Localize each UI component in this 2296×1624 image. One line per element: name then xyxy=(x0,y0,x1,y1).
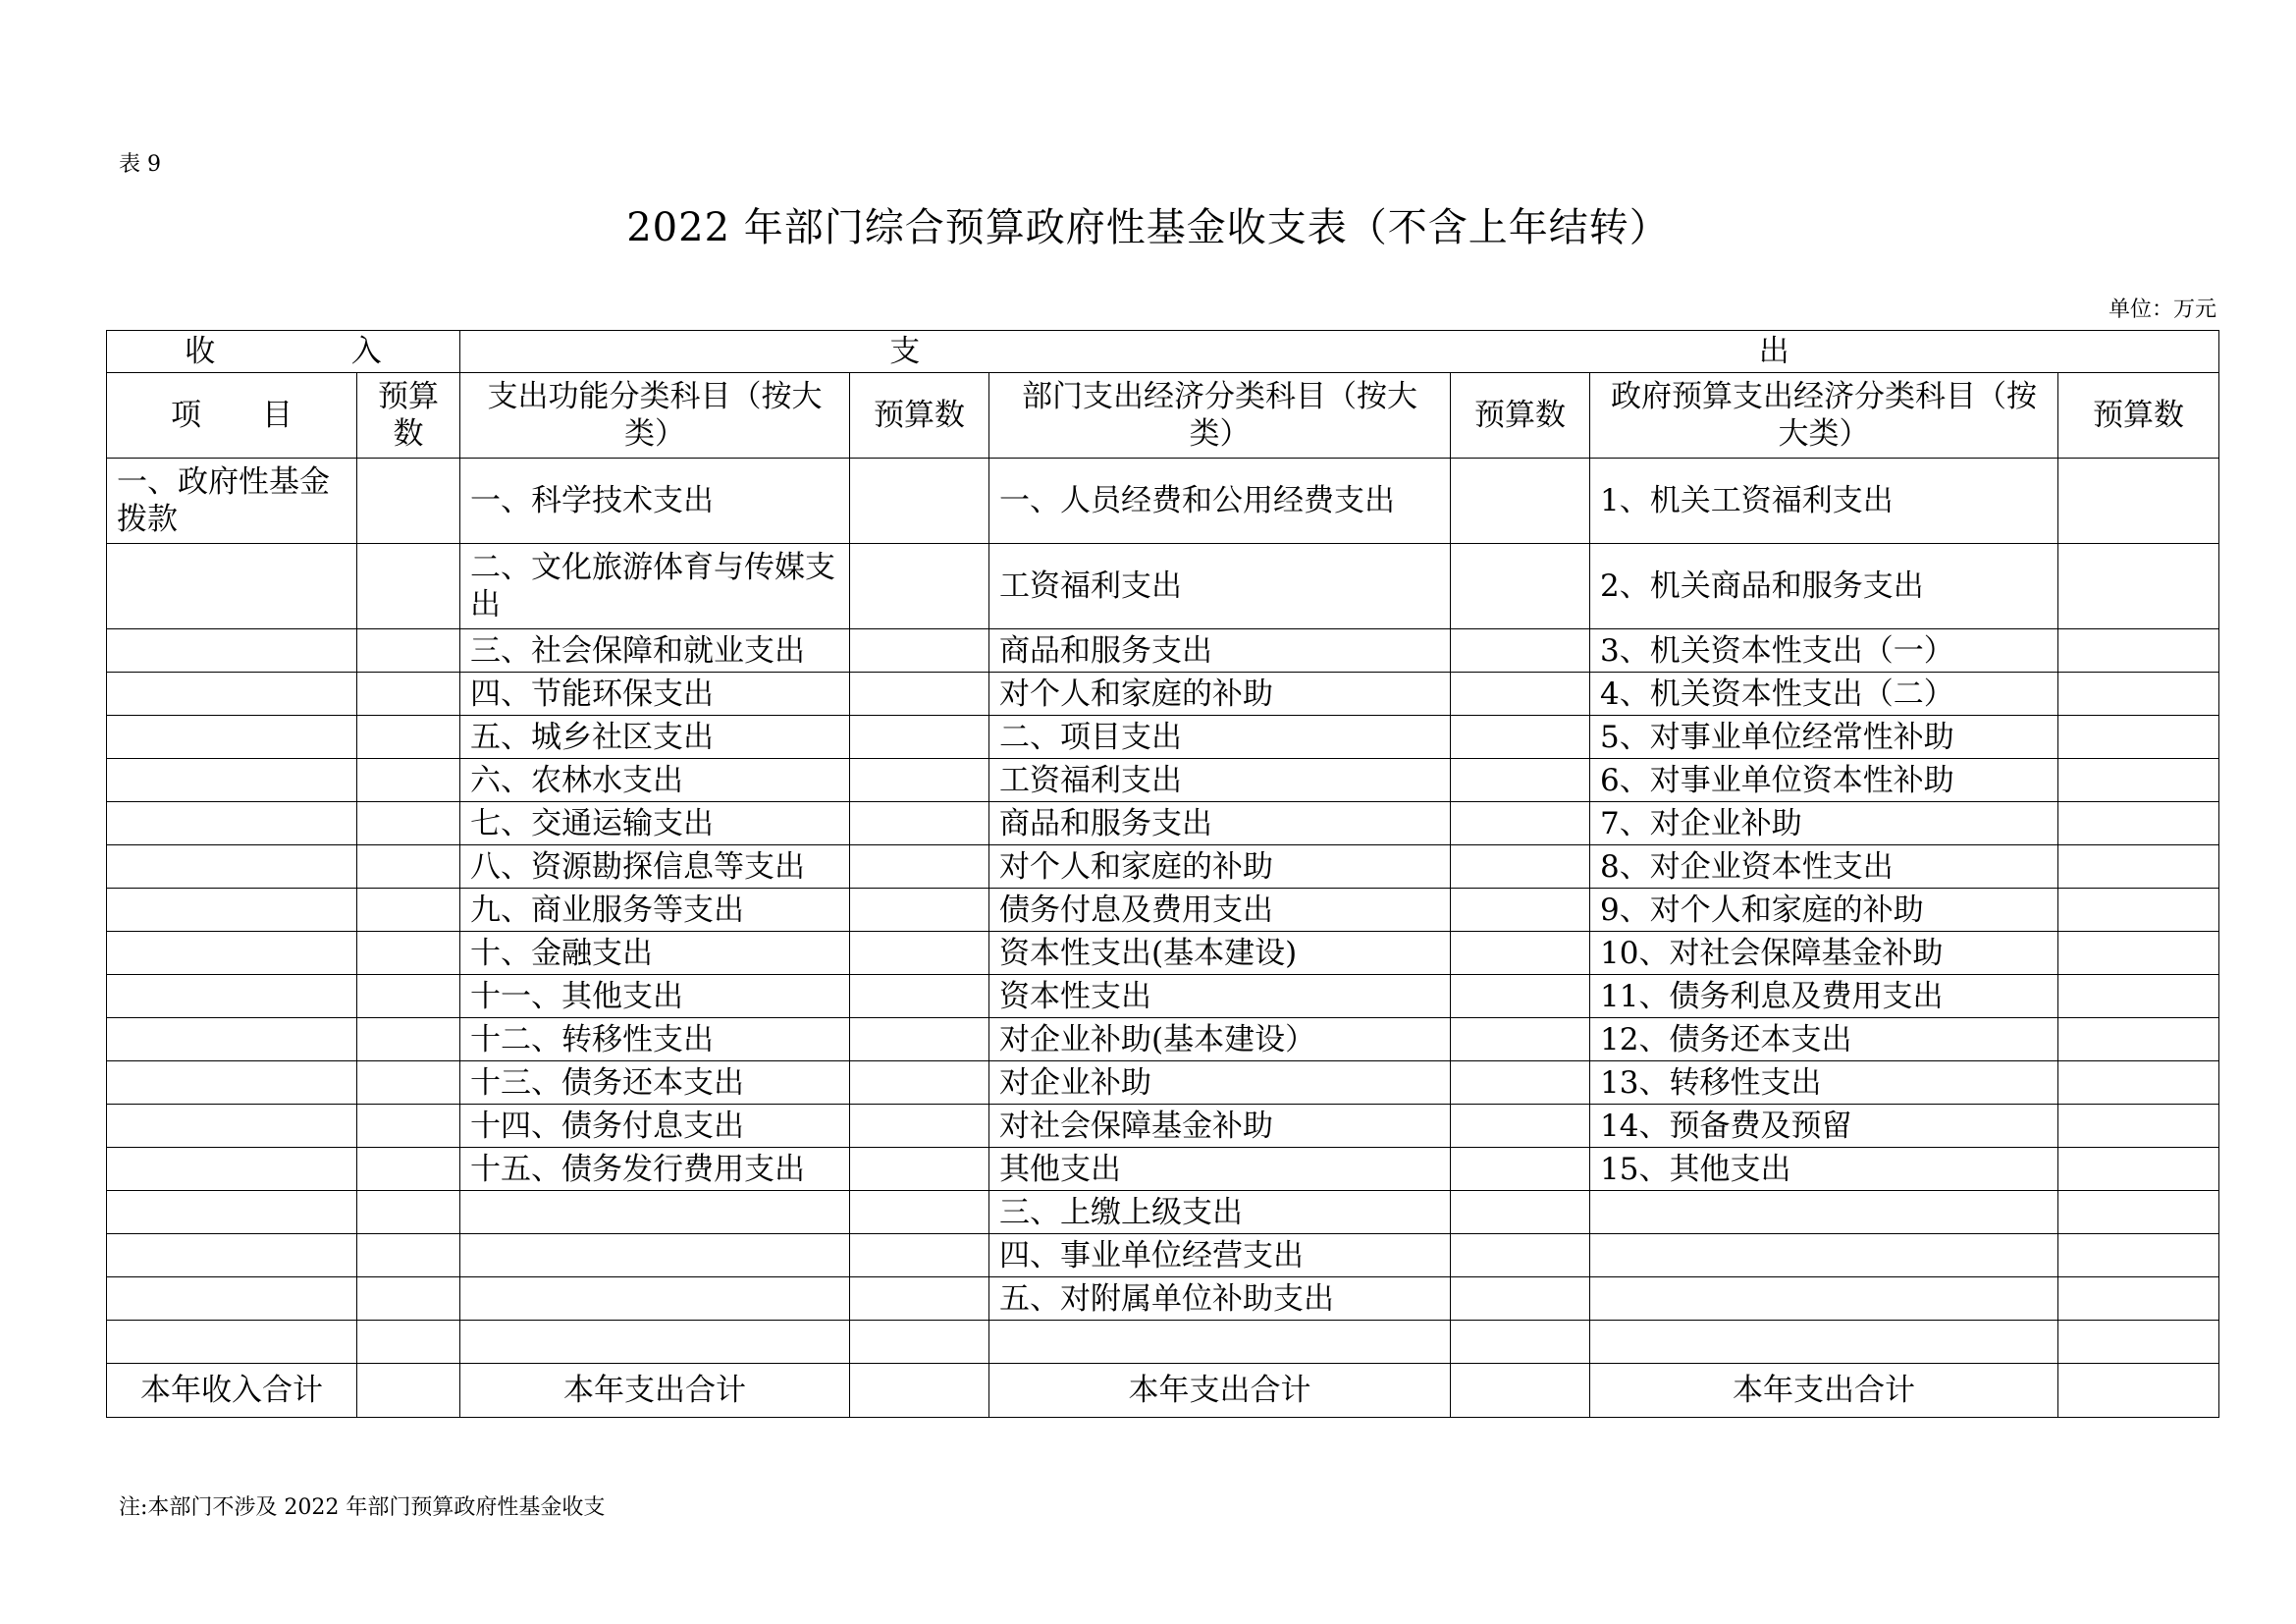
func-budget-cell xyxy=(850,932,989,975)
gov-item-cell: 14、预备费及预留 xyxy=(1590,1105,2058,1148)
income-item-cell xyxy=(107,1191,357,1234)
table-row xyxy=(107,1105,2219,1148)
income-budget-cell xyxy=(357,1277,460,1321)
func-item-cell xyxy=(460,1234,850,1277)
table-number-label: 表 9 xyxy=(119,152,161,177)
income-item-cell xyxy=(107,1061,357,1105)
income-budget-cell xyxy=(357,889,460,932)
income-item-cell xyxy=(107,1018,357,1061)
gov-budget-cell xyxy=(2058,845,2219,889)
gov-budget-cell xyxy=(2058,1148,2219,1191)
func-total-value xyxy=(850,1364,989,1418)
gov-item-cell: 12、债务还本支出 xyxy=(1590,1018,2058,1061)
func-item-cell xyxy=(460,1191,850,1234)
gov-item-cell: 9、对个人和家庭的补助 xyxy=(1590,889,2058,932)
table-row xyxy=(107,1234,2219,1277)
dept-budget-cell xyxy=(1451,759,1590,802)
dept-item-cell: 资本性支出 xyxy=(989,975,1451,1018)
func-budget-cell xyxy=(850,845,989,889)
gov-budget-cell xyxy=(2058,932,2219,975)
table-row xyxy=(107,1018,2219,1061)
dept-budget-cell xyxy=(1451,1191,1590,1234)
table-row xyxy=(107,1321,2219,1364)
gov-total-label: 本年支出合计 xyxy=(1590,1364,2058,1418)
func-item-cell xyxy=(460,1321,850,1364)
dept-total-label: 本年支出合计 xyxy=(989,1364,1451,1418)
dept-budget-cell xyxy=(1451,1321,1590,1364)
dept-item-cell: 工资福利支出 xyxy=(989,544,1451,629)
table-row xyxy=(107,1061,2219,1105)
income-item-cell xyxy=(107,802,357,845)
income-budget-cell xyxy=(357,1234,460,1277)
table-row xyxy=(107,629,2219,673)
col-header-func-class: 支出功能分类科目（按大类） xyxy=(460,373,850,459)
income-item-cell xyxy=(107,932,357,975)
dept-budget-cell xyxy=(1451,544,1590,629)
dept-item-cell: 资本性支出(基本建设) xyxy=(989,932,1451,975)
dept-item-cell: 债务付息及费用支出 xyxy=(989,889,1451,932)
income-budget-cell xyxy=(357,1105,460,1148)
gov-item-cell: 11、债务利息及费用支出 xyxy=(1590,975,2058,1018)
func-item-cell: 十二、转移性支出 xyxy=(460,1018,850,1061)
gov-item-cell: 13、转移性支出 xyxy=(1590,1061,2058,1105)
gov-total-value xyxy=(2058,1364,2219,1418)
func-budget-cell xyxy=(850,1061,989,1105)
dept-budget-cell xyxy=(1451,1148,1590,1191)
gov-budget-cell xyxy=(2058,544,2219,629)
dept-budget-cell xyxy=(1451,1061,1590,1105)
income-budget-cell xyxy=(357,1018,460,1061)
func-budget-cell xyxy=(850,1018,989,1061)
func-budget-cell xyxy=(850,1191,989,1234)
income-budget-cell xyxy=(357,845,460,889)
table-row xyxy=(107,802,2219,845)
func-item-cell: 五、城乡社区支出 xyxy=(460,716,850,759)
totals-row xyxy=(107,1364,2219,1418)
func-item-cell: 十五、债务发行费用支出 xyxy=(460,1148,850,1191)
gov-item-cell: 1、机关工资福利支出 xyxy=(1590,459,2058,544)
income-budget-cell xyxy=(357,629,460,673)
income-item-cell xyxy=(107,1105,357,1148)
gov-budget-cell xyxy=(2058,1061,2219,1105)
dept-item-cell: 三、上缴上级支出 xyxy=(989,1191,1451,1234)
gov-item-cell: 8、对企业资本性支出 xyxy=(1590,845,2058,889)
dept-budget-cell xyxy=(1451,1018,1590,1061)
dept-item-cell: 商品和服务支出 xyxy=(989,629,1451,673)
func-budget-cell xyxy=(850,759,989,802)
income-total-value xyxy=(357,1364,460,1418)
gov-budget-cell xyxy=(2058,673,2219,716)
gov-budget-cell xyxy=(2058,1234,2219,1277)
gov-item-cell xyxy=(1590,1191,2058,1234)
dept-item-cell: 对企业补助(基本建设） xyxy=(989,1018,1451,1061)
col-header-item: 项 目 xyxy=(107,373,357,459)
gov-budget-cell xyxy=(2058,1277,2219,1321)
expense-group-header: 支 出 xyxy=(460,331,2219,373)
func-budget-cell xyxy=(850,629,989,673)
income-budget-cell xyxy=(357,459,460,544)
unit-label: 单位：万元 xyxy=(2108,298,2216,322)
func-item-cell: 十四、债务付息支出 xyxy=(460,1105,850,1148)
dept-item-cell: 其他支出 xyxy=(989,1148,1451,1191)
func-item-cell: 二、文化旅游体育与传媒支出 xyxy=(460,544,850,629)
func-budget-cell xyxy=(850,544,989,629)
dept-budget-cell xyxy=(1451,1234,1590,1277)
table-row xyxy=(107,1277,2219,1321)
gov-budget-cell xyxy=(2058,629,2219,673)
func-budget-cell xyxy=(850,1277,989,1321)
table-row xyxy=(107,716,2219,759)
table-row xyxy=(107,1191,2219,1234)
dept-item-cell: 商品和服务支出 xyxy=(989,802,1451,845)
func-budget-cell xyxy=(850,459,989,544)
func-item-cell xyxy=(460,1277,850,1321)
gov-budget-cell xyxy=(2058,459,2219,544)
func-item-cell: 十、金融支出 xyxy=(460,932,850,975)
dept-item-cell: 对企业补助 xyxy=(989,1061,1451,1105)
dept-item-cell: 对个人和家庭的补助 xyxy=(989,845,1451,889)
table-body xyxy=(107,459,2219,1364)
income-item-cell xyxy=(107,1234,357,1277)
col-header-budget-func: 预算数 xyxy=(850,373,989,459)
gov-item-cell: 10、对社会保障基金补助 xyxy=(1590,932,2058,975)
footnote: 注:本部门不涉及 2022 年部门预算政府性基金收支 xyxy=(119,1495,606,1520)
dept-item-cell xyxy=(989,1321,1451,1364)
func-budget-cell xyxy=(850,889,989,932)
func-item-cell: 九、商业服务等支出 xyxy=(460,889,850,932)
income-budget-cell xyxy=(357,673,460,716)
income-budget-cell xyxy=(357,1148,460,1191)
table-row xyxy=(107,845,2219,889)
dept-budget-cell xyxy=(1451,716,1590,759)
dept-budget-cell xyxy=(1451,845,1590,889)
gov-item-cell: 15、其他支出 xyxy=(1590,1148,2058,1191)
budget-table xyxy=(106,330,2219,1418)
income-item-cell xyxy=(107,716,357,759)
income-item-cell xyxy=(107,759,357,802)
table-row xyxy=(107,932,2219,975)
gov-budget-cell xyxy=(2058,716,2219,759)
func-budget-cell xyxy=(850,1148,989,1191)
gov-item-cell: 5、对事业单位经常性补助 xyxy=(1590,716,2058,759)
table-row xyxy=(107,759,2219,802)
income-group-header: 收 入 xyxy=(107,331,460,373)
income-budget-cell xyxy=(357,1061,460,1105)
gov-item-cell xyxy=(1590,1321,2058,1364)
dept-budget-cell xyxy=(1451,1105,1590,1148)
gov-budget-cell xyxy=(2058,1105,2219,1148)
gov-item-cell: 4、机关资本性支出（二） xyxy=(1590,673,2058,716)
func-item-cell: 一、科学技术支出 xyxy=(460,459,850,544)
func-item-cell: 十一、其他支出 xyxy=(460,975,850,1018)
col-header-gov-econ: 政府预算支出经济分类科目（按大类） xyxy=(1590,373,2058,459)
func-item-cell: 三、社会保障和就业支出 xyxy=(460,629,850,673)
dept-budget-cell xyxy=(1451,975,1590,1018)
dept-budget-cell xyxy=(1451,629,1590,673)
income-budget-cell xyxy=(357,716,460,759)
func-budget-cell xyxy=(850,673,989,716)
func-item-cell: 七、交通运输支出 xyxy=(460,802,850,845)
col-header-budget-income: 预算数 xyxy=(357,373,460,459)
func-item-cell: 十三、债务还本支出 xyxy=(460,1061,850,1105)
gov-item-cell: 3、机关资本性支出（一） xyxy=(1590,629,2058,673)
dept-item-cell: 对社会保障基金补助 xyxy=(989,1105,1451,1148)
table-row xyxy=(107,975,2219,1018)
func-total-label: 本年支出合计 xyxy=(460,1364,850,1418)
income-item-cell xyxy=(107,629,357,673)
gov-item-cell: 6、对事业单位资本性补助 xyxy=(1590,759,2058,802)
dept-item-cell: 工资福利支出 xyxy=(989,759,1451,802)
func-item-cell: 四、节能环保支出 xyxy=(460,673,850,716)
dept-item-cell: 一、人员经费和公用经费支出 xyxy=(989,459,1451,544)
gov-budget-cell xyxy=(2058,1018,2219,1061)
table-row xyxy=(107,1148,2219,1191)
gov-budget-cell xyxy=(2058,759,2219,802)
func-budget-cell xyxy=(850,716,989,759)
func-budget-cell xyxy=(850,1321,989,1364)
func-budget-cell xyxy=(850,802,989,845)
income-budget-cell xyxy=(357,544,460,629)
income-item-cell xyxy=(107,1321,357,1364)
dept-budget-cell xyxy=(1451,1277,1590,1321)
dept-item-cell: 对个人和家庭的补助 xyxy=(989,673,1451,716)
income-item-cell xyxy=(107,544,357,629)
income-budget-cell xyxy=(357,975,460,1018)
gov-item-cell: 7、对企业补助 xyxy=(1590,802,2058,845)
income-item-cell xyxy=(107,1277,357,1321)
income-item-cell xyxy=(107,889,357,932)
dept-budget-cell xyxy=(1451,802,1590,845)
table-row xyxy=(107,459,2219,544)
income-item-cell: 一、政府性基金拨款 xyxy=(107,459,357,544)
func-item-cell: 八、资源勘探信息等支出 xyxy=(460,845,850,889)
income-budget-cell xyxy=(357,802,460,845)
income-item-cell xyxy=(107,1148,357,1191)
dept-budget-cell xyxy=(1451,459,1590,544)
gov-item-cell xyxy=(1590,1234,2058,1277)
dept-item-cell: 四、事业单位经营支出 xyxy=(989,1234,1451,1277)
func-budget-cell xyxy=(850,1105,989,1148)
income-item-cell xyxy=(107,975,357,1018)
table-row xyxy=(107,889,2219,932)
income-budget-cell xyxy=(357,932,460,975)
income-budget-cell xyxy=(357,759,460,802)
gov-item-cell: 2、机关商品和服务支出 xyxy=(1590,544,2058,629)
income-item-cell xyxy=(107,845,357,889)
func-budget-cell xyxy=(850,975,989,1018)
func-item-cell: 六、农林水支出 xyxy=(460,759,850,802)
gov-item-cell xyxy=(1590,1277,2058,1321)
dept-budget-cell xyxy=(1451,673,1590,716)
col-header-budget-gov: 预算数 xyxy=(2058,373,2219,459)
gov-budget-cell xyxy=(2058,975,2219,1018)
income-total-label: 本年收入合计 xyxy=(107,1364,357,1418)
col-header-budget-dept: 预算数 xyxy=(1451,373,1590,459)
income-budget-cell xyxy=(357,1191,460,1234)
col-header-dept-econ: 部门支出经济分类科目（按大类） xyxy=(989,373,1451,459)
gov-budget-cell xyxy=(2058,1191,2219,1234)
dept-budget-cell xyxy=(1451,932,1590,975)
table-row xyxy=(107,673,2219,716)
func-budget-cell xyxy=(850,1234,989,1277)
income-item-cell xyxy=(107,673,357,716)
dept-item-cell: 五、对附属单位补助支出 xyxy=(989,1277,1451,1321)
income-budget-cell xyxy=(357,1321,460,1364)
table-row xyxy=(107,544,2219,629)
gov-budget-cell xyxy=(2058,802,2219,845)
dept-total-value xyxy=(1451,1364,1590,1418)
gov-budget-cell xyxy=(2058,1321,2219,1364)
dept-item-cell: 二、项目支出 xyxy=(989,716,1451,759)
gov-budget-cell xyxy=(2058,889,2219,932)
group-header-row xyxy=(107,331,2219,373)
page-title: 2022 年部门综合预算政府性基金收支表（不含上年结转） xyxy=(626,205,1670,250)
column-header-row xyxy=(107,373,2219,459)
dept-budget-cell xyxy=(1451,889,1590,932)
